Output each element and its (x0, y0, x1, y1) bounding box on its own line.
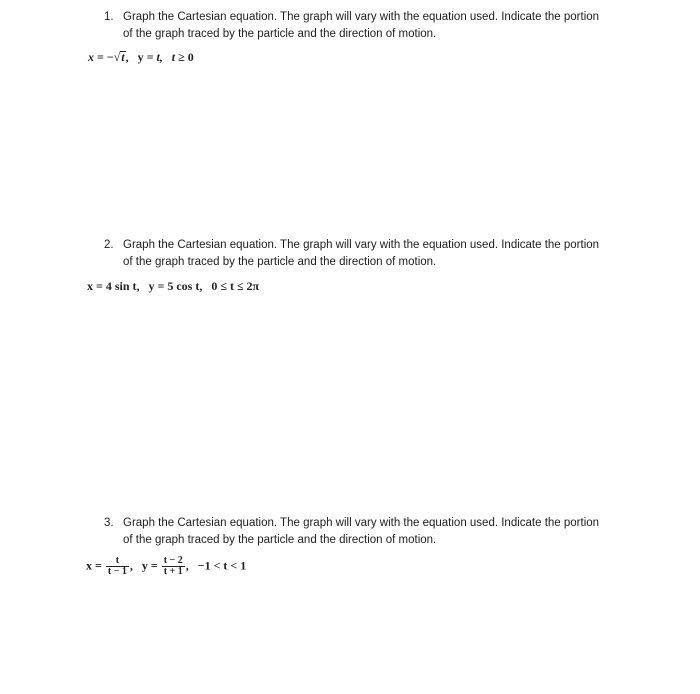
condition-relation: ≥ 0 (178, 50, 194, 64)
instruction-line-2: of the graph traced by the particle and the direction of motion. (123, 28, 437, 40)
sqrt-symbol: √ (113, 50, 121, 64)
parametric-equation (88, 50, 194, 65)
condition-variable: t (171, 50, 176, 64)
condition: −1 < t < 1 (197, 558, 247, 573)
sqrt-argument: t (121, 50, 125, 64)
y-separator: , (185, 558, 189, 573)
problem-number: 1. (104, 11, 114, 23)
y-numerator: t − 2 (163, 555, 183, 566)
instruction-line-1: Graph the Cartesian equation. The graph will vary with the equation used. Indicate the portion (123, 239, 600, 251)
x-lhs: x = (86, 558, 102, 573)
x-equation: x = 4 sin t, (87, 279, 140, 293)
y-fraction (162, 556, 185, 577)
parametric-equation (87, 279, 259, 294)
x-denominator: t − 1 (107, 566, 127, 577)
instruction-line-2: of the graph traced by the particle and the direction of motion. (123, 534, 437, 546)
problem-number: 2. (104, 239, 114, 251)
x-variable: x (88, 50, 94, 64)
y-equation: y = 5 cos t, (148, 279, 203, 293)
x-rhs-prefix: = − (97, 50, 114, 64)
separator: , (125, 50, 129, 64)
parametric-equation (86, 556, 246, 577)
problem-number: 3. (104, 517, 114, 529)
x-numerator: t (106, 556, 129, 567)
y-variable: y (137, 50, 144, 64)
y-lhs: y = (141, 558, 158, 573)
instruction-line-1: Graph the Cartesian equation. The graph will vary with the equation used. Indicate the portion (123, 517, 600, 529)
x-fraction (106, 556, 129, 577)
y-denominator: t + 1 (163, 566, 183, 577)
condition: 0 ≤ t ≤ 2π (211, 279, 260, 293)
y-rhs: = t, (146, 50, 163, 64)
instruction-line-2: of the graph traced by the particle and the direction of motion. (123, 256, 437, 268)
x-separator: , (129, 558, 133, 573)
instruction-line-1: Graph the Cartesian equation. The graph will vary with the equation used. Indicate the portion (123, 11, 600, 23)
